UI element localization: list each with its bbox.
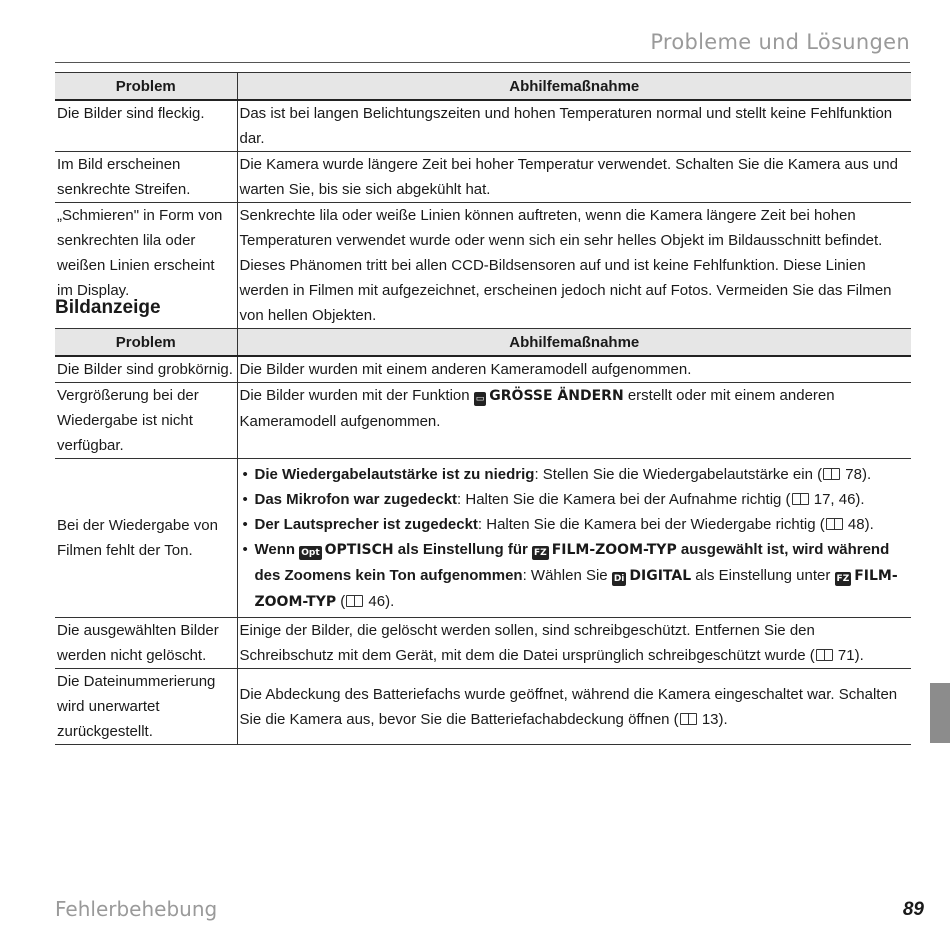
- section-title-bildanzeige: Bildanzeige: [55, 297, 161, 318]
- solution-bullet-list: [240, 462, 910, 615]
- film-zoom-icon: FZ: [836, 574, 850, 584]
- list-item: [240, 487, 910, 512]
- chapter-tab-marker: [930, 683, 950, 743]
- solution-cell: Senkrechte lila oder weiße Linien können auftreten, wenn die Kamera längere Zeit bei hohen Temperaturen verwendet wurde oder wenn sich ein sehr helles Objekt im Bildausschnitt befindet. Dieses Phänomen tritt bei allen CCD-Bildsensoren auf und ist keine Fehlfunktion. Diese Linien werden in Filmen mit aufgezeichnet, erscheinen jedoch nicht auf Fotos. Vermeiden Sie das Filmen von hellen Objekten.: [237, 203, 911, 329]
- page-reference: 13).: [697, 710, 728, 728]
- bullet-text: : Wählen Sie: [522, 567, 612, 584]
- optical-zoom-icon: Opt: [301, 548, 320, 558]
- bullet-heading: Der Lautsprecher ist zugedeckt: [254, 516, 478, 533]
- troubleshooting-table-playback: [55, 328, 911, 745]
- list-item: [240, 537, 910, 615]
- page-reference: 78).: [841, 466, 872, 483]
- solution-cell: [237, 669, 911, 745]
- header-divider: [55, 62, 910, 63]
- bullet-heading: als Einstellung für: [393, 541, 532, 558]
- menu-option-film-zoom-typ: FILM-ZOOM-TYP: [254, 568, 898, 610]
- problem-cell: Vergrößerung bei der Wiedergabe ist nicht verfügbar.: [55, 383, 237, 459]
- solution-cell: [237, 383, 911, 459]
- page-reference: 71).: [833, 647, 864, 664]
- problem-cell: Die Dateinummerierung wird unerwartet zurückgestellt.: [55, 669, 237, 745]
- column-header-solution: Abhilfemaßnahme: [237, 329, 911, 357]
- bullet-text: : Stellen Sie die Wiedergabelautstärke ein (: [534, 466, 823, 483]
- solution-text: Einige der Bilder, die gelöscht werden sollen, sind schreibgeschützt. Entfernen Sie den Schreibschutz mit dem Gerät, mit dem die Datei ursprünglich schreibgeschützt wurde (: [239, 622, 815, 664]
- table-row: [55, 100, 911, 152]
- problem-cell: „Schmieren" in Form von senkrechten lila oder weißen Linien erscheint im Display.: [55, 203, 237, 329]
- menu-option-film-zoom-typ: FILM-ZOOM-TYP: [551, 542, 677, 558]
- book-reference-icon: [346, 595, 363, 607]
- problem-cell: Bei der Wiedergabe von Filmen fehlt der Ton.: [55, 459, 237, 618]
- solution-cell: Die Bilder wurden mit einem anderen Kameramodell aufgenommen.: [237, 356, 911, 383]
- table-row: [55, 356, 911, 383]
- column-header-problem: Problem: [55, 73, 237, 101]
- solution-cell: [237, 618, 911, 669]
- bullet-text: (: [336, 593, 346, 610]
- menu-option-optisch: OPTISCH: [324, 542, 394, 558]
- bullet-heading: ausgewählt ist, wird während des Zoomens kein Ton aufgenommen: [254, 541, 890, 584]
- table-row: [55, 618, 911, 669]
- solution-text: erstellt oder mit einem anderen Kameramodell aufgenommen.: [239, 387, 835, 430]
- solution-cell: [237, 459, 911, 618]
- solution-text: Die Bilder wurden mit der Funktion: [239, 387, 474, 404]
- problem-cell: Im Bild erscheinen senkrechte Streifen.: [55, 152, 237, 203]
- footer-section-name: Fehlerbehebung: [55, 897, 218, 921]
- column-header-problem: Problem: [55, 329, 237, 357]
- bullet-text: als Einstellung unter: [691, 567, 835, 584]
- list-item: [240, 512, 910, 537]
- bullet-heading: Die Wiedergabelautstärke ist zu niedrig: [254, 466, 535, 483]
- menu-option-groesse-aendern: GRÖSSE ÄNDERN: [489, 388, 624, 404]
- book-reference-icon: [823, 468, 840, 480]
- bullet-text: : Halten Sie die Kamera bei der Wiedergabe richtig (: [477, 516, 825, 533]
- problem-cell: Die ausgewählten Bilder werden nicht gelöscht.: [55, 618, 237, 669]
- table-row: [55, 383, 911, 459]
- solution-cell: Das ist bei langen Belichtungszeiten und hohen Temperaturen normal und stellt keine Fehlfunktion dar.: [237, 100, 911, 152]
- table-row: [55, 669, 911, 745]
- table-row: [55, 459, 911, 618]
- bullet-heading: Wenn: [254, 541, 300, 558]
- page-reference: 46).: [364, 593, 395, 610]
- problem-cell: Die Bilder sind fleckig.: [55, 100, 237, 152]
- troubleshooting-table-general: [55, 72, 911, 329]
- solution-cell: Die Kamera wurde längere Zeit bei hoher Temperatur verwendet. Schalten Sie die Kamera aus und warten Sie, bis sie sich abgekühlt hat.: [237, 152, 911, 203]
- column-header-solution: Abhilfemaßnahme: [237, 73, 911, 101]
- table-row: [55, 152, 911, 203]
- page-reference: 17, 46).: [809, 491, 865, 508]
- list-item: [240, 462, 910, 487]
- film-zoom-icon: FZ: [534, 548, 547, 558]
- digital-zoom-icon: Di: [613, 574, 625, 584]
- solution-text: Die Abdeckung des Batteriefachs wurde geöffnet, während die Kamera eingeschaltet war. Schalten Sie die Kamera aus, bevor Sie die Batteriefachabdeckung öffnen (: [239, 685, 898, 728]
- bullet-text: : Halten Sie die Kamera bei der Aufnahme richtig (: [457, 491, 791, 508]
- page-header-title: Probleme und Lösungen: [650, 30, 910, 54]
- bullet-heading: Das Mikrofon war zugedeckt: [254, 491, 458, 508]
- page-number: 89: [902, 899, 924, 920]
- book-reference-icon: [816, 649, 833, 661]
- table-row: [55, 203, 911, 329]
- problem-cell: Die Bilder sind grobkörnig.: [55, 356, 237, 383]
- menu-option-digital: DIGITAL: [629, 568, 692, 584]
- book-reference-icon: [680, 713, 697, 725]
- resize-icon: ▭: [475, 394, 485, 404]
- book-reference-icon: [792, 493, 809, 505]
- page-reference: 48).: [843, 516, 874, 533]
- book-reference-icon: [826, 518, 843, 530]
